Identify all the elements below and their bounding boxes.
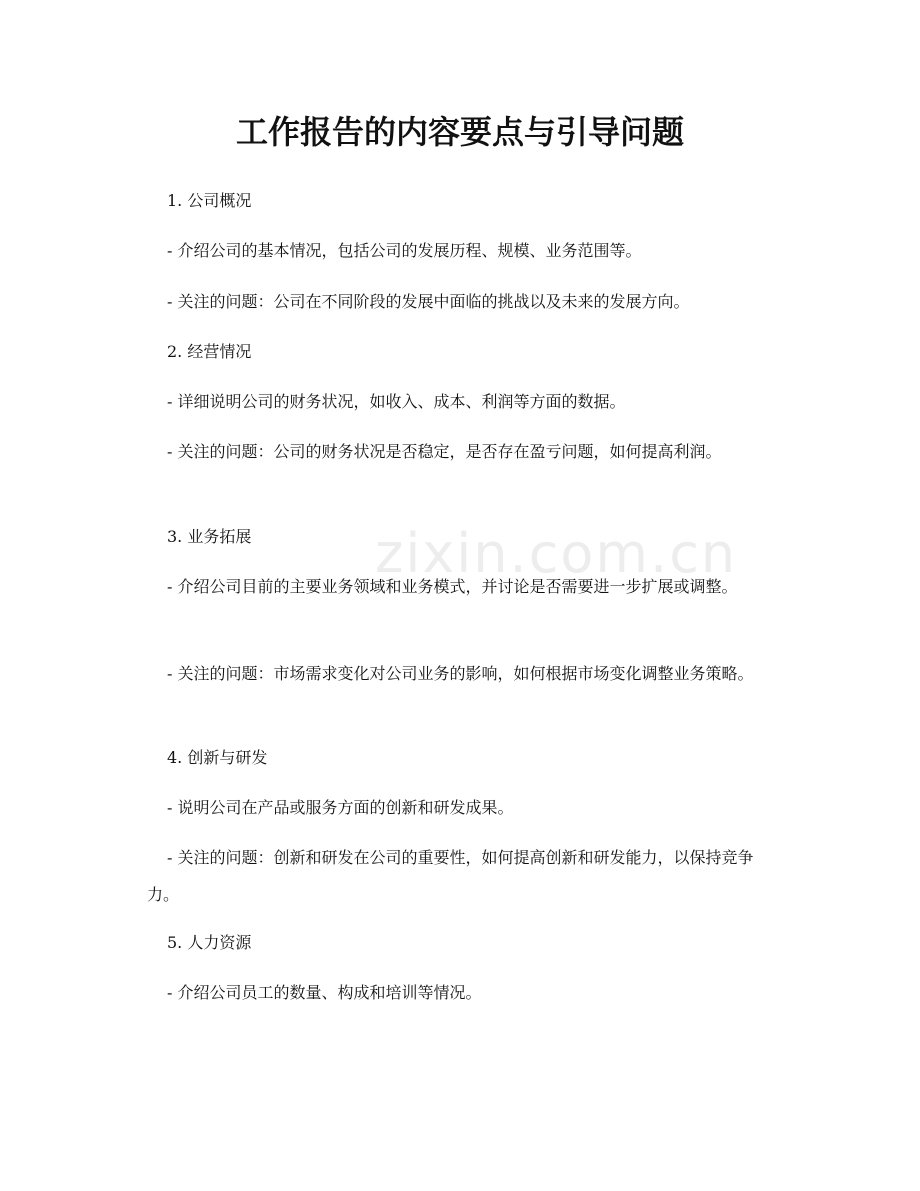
section-heading-innovation: 4. 创新与研发 (167, 748, 268, 767)
section-heading-business-expansion: 3. 业务拓展 (167, 527, 252, 546)
paragraph-company-question: - 关注的问题：公司在不同阶段的发展中面临的挑战以及未来的发展方向。 (167, 292, 690, 311)
section-heading-company-overview: 1. 公司概况 (167, 191, 252, 210)
paragraph-innovation-detail: - 说明公司在产品或服务方面的创新和研发成果。 (167, 798, 514, 817)
section-heading-operations: 2. 经营情况 (167, 342, 252, 361)
paragraph-hr-detail: - 介绍公司员工的数量、构成和培训等情况。 (167, 983, 482, 1002)
paragraph-operations-question: - 关注的问题：公司的财务状况是否稳定，是否存在盈亏问题，如何提高利润。 (167, 442, 722, 461)
paragraph-innovation-question: - 关注的问题：创新和研发在公司的重要性，如何提高创新和研发能力，以保持竞争力。 (147, 848, 754, 904)
paragraph-business-intro: - 介绍公司目前的主要业务领域和业务模式，并讨论是否需要进一步扩展或调整。 (167, 577, 738, 596)
paragraph-operations-detail: - 详细说明公司的财务状况，如收入、成本、利润等方面的数据。 (167, 392, 626, 411)
paragraph-business-question: - 关注的问题：市场需求变化对公司业务的影响，如何根据市场变化调整业务策略。 (167, 664, 754, 683)
watermark-text: zixin.com.cn (375, 522, 738, 585)
document-title: 工作报告的内容要点与引导问题 (235, 113, 684, 151)
paragraph-company-intro: - 介绍公司的基本情况，包括公司的发展历程、规模、业务范围等。 (167, 241, 642, 260)
section-heading-human-resources: 5. 人力资源 (167, 933, 252, 952)
